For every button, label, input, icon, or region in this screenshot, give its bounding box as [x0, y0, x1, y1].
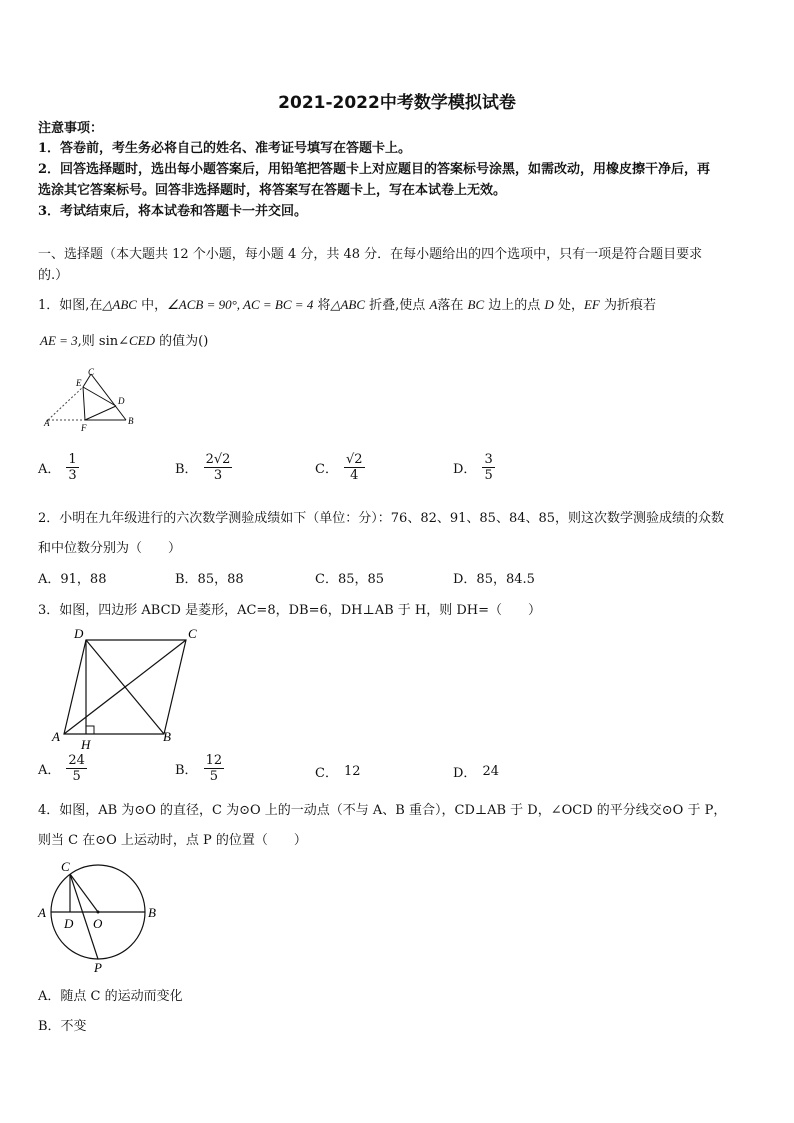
q4-center-point: [97, 911, 100, 914]
q4-label-p: P: [94, 960, 102, 975]
q2-option-a[interactable]: A．91，88: [38, 572, 107, 587]
option-value: 12: [343, 764, 361, 779]
q3-label-b: B: [163, 729, 171, 744]
q4-figure: [34, 858, 164, 976]
q1-point: D: [544, 297, 554, 312]
q1-fold-line-ae: [48, 387, 83, 420]
q1-label-d: D: [118, 396, 125, 406]
denominator: 5: [72, 769, 81, 784]
q4-label-a: A: [38, 905, 46, 920]
q3-stem: 3．如图，四边形 ABCD 是菱形，AC=8，DB=6，DH⊥AB 于 H，则 DH=（ ）: [38, 603, 542, 618]
q1-label-b: B: [128, 416, 134, 426]
q3-option-a[interactable]: [38, 753, 87, 784]
q1-label-c: C: [88, 367, 95, 377]
option-label: A．: [38, 763, 61, 778]
option-label: D．: [453, 462, 477, 477]
denominator: 3: [68, 468, 77, 483]
option-label: B．: [175, 763, 198, 778]
q1-text: 为折痕若: [599, 298, 656, 313]
q1-option-a[interactable]: [38, 452, 79, 483]
q3-label-c: C: [188, 626, 197, 641]
q2-option-d[interactable]: D．85，84.5: [453, 572, 535, 587]
q2-stem-line2: 和中位数分别为（ ）: [38, 541, 182, 556]
q1-label-f: F: [81, 423, 87, 433]
q1-stem-line2: [40, 331, 208, 352]
q4-label-b: B: [148, 905, 156, 920]
q4-stem-line2: 则当 C 在⊙O 上运动时，点 P 的位置（ ）: [38, 833, 307, 848]
q1-condition: ∠ACB = 90°, AC = BC = 4: [167, 297, 314, 312]
option-label: C．: [315, 462, 338, 477]
q1-option-c[interactable]: [315, 452, 365, 483]
denominator: 4: [350, 468, 359, 483]
q1-text: 1．如图,在: [38, 298, 103, 313]
q4-segment-co: [70, 874, 98, 912]
q1-given: AE = 3: [40, 333, 78, 348]
q1-segment: BC: [467, 297, 485, 312]
fraction: [66, 753, 87, 784]
q1-segment-ed: [83, 387, 116, 406]
denominator: 5: [209, 769, 218, 784]
q4-option-b[interactable]: B．不变: [38, 1019, 87, 1034]
q3-label-a: A: [52, 729, 60, 744]
q1-label-e: E: [76, 378, 82, 388]
page-title: 2021-2022中考数学模拟试卷: [278, 93, 516, 113]
q3-label-h: H: [81, 737, 91, 752]
q4-label-o: O: [93, 916, 103, 931]
q1-text: 将: [313, 298, 331, 313]
numerator: 24: [68, 753, 85, 768]
fraction: [204, 452, 233, 483]
q1-text: 的值为(): [155, 334, 209, 349]
q3-option-d[interactable]: [453, 762, 499, 781]
q1-angle: CED: [129, 333, 156, 348]
fraction: [344, 452, 365, 483]
q3-right-angle-mark: [86, 726, 94, 734]
q1-figure: [36, 364, 146, 434]
numerator: 3: [484, 452, 493, 467]
q1-segment-ef: [83, 387, 85, 420]
q4-label-c: C: [61, 859, 70, 874]
option-label: C．: [315, 766, 338, 781]
q1-text: 处，: [553, 298, 584, 313]
fraction: [482, 452, 494, 483]
q3-diagonal-db: [86, 640, 164, 734]
q1-triangle: △ABC: [102, 297, 137, 312]
q3-option-c[interactable]: [315, 762, 361, 781]
q1-segment: EF: [583, 297, 600, 312]
section-heading-line2: 的.）: [38, 268, 69, 283]
q2-stem-line1: 2．小明在九年级进行的六次数学测验成绩如下（单位：分）：76、82、91、85、84、85，则这次数学测验成绩的众数: [38, 511, 725, 526]
notice-item-1: 1．答卷前，考生务必将自己的姓名、准考证号填写在答题卡上。: [38, 141, 412, 156]
notice-heading: 注意事项：: [38, 121, 104, 136]
fraction: [66, 452, 78, 483]
notice-item-2-cont: 选涂其它答案标号。回答非选择题时，将答案写在答题卡上，写在本试卷上无效。: [38, 183, 507, 198]
q1-option-d[interactable]: [453, 452, 495, 483]
q4-option-a[interactable]: A．随点 C 的运动而变化: [38, 989, 183, 1004]
q1-label-a: A: [44, 418, 50, 428]
denominator: 3: [213, 468, 223, 483]
q1-text: 落在: [437, 298, 468, 313]
q1-text: 折叠,使点: [365, 298, 430, 313]
q1-stem-line1: [38, 295, 656, 316]
q1-text: 中，: [136, 298, 168, 313]
q1-segment-fd: [85, 406, 116, 420]
q4-stem-line1: 4．如图，AB 为⊙O 的直径，C 为⊙O 上的一动点（不与 A、B 重合），CD⊥AB 于 D，∠OCD 的平分线交⊙O 于 P，: [38, 803, 727, 818]
q3-option-b[interactable]: [175, 753, 224, 784]
denominator: 5: [484, 468, 493, 483]
q1-point: A: [429, 297, 438, 312]
q2-option-b[interactable]: B．85，88: [175, 572, 244, 587]
q3-label-d: D: [74, 626, 84, 641]
q2-option-c[interactable]: C．85，85: [315, 572, 385, 587]
q1-text: 边上的点: [484, 298, 545, 313]
section-heading-line1: 一、选择题（本大题共 12 个小题，每小题 4 分，共 48 分．在每小题给出的四个选项中，只有一项是符合题目要求: [38, 247, 703, 262]
notice-item-3: 3．考试结束后，将本试卷和答题卡一并交回。: [38, 204, 308, 219]
option-label: B．: [175, 462, 198, 477]
notice-item-2: 2．回答选择题时，选出每小题答案后，用铅笔把答题卡上对应题目的答案标号涂黑，如需改动，用橡皮擦干净后，再: [38, 162, 711, 177]
option-label: D．: [453, 766, 477, 781]
q1-text: ,则 sin∠: [77, 334, 130, 349]
numerator: 2√2: [205, 452, 231, 467]
option-label: A．: [38, 462, 61, 477]
q1-option-b[interactable]: [175, 452, 232, 483]
numerator: √2: [345, 452, 363, 467]
q3-figure: [46, 624, 206, 752]
q1-triangle: △ABC: [330, 297, 366, 312]
option-value: 24: [482, 764, 499, 779]
numerator: 1: [68, 452, 77, 467]
q4-label-d: D: [64, 916, 74, 931]
numerator: 12: [205, 753, 223, 768]
fraction: [204, 753, 225, 784]
